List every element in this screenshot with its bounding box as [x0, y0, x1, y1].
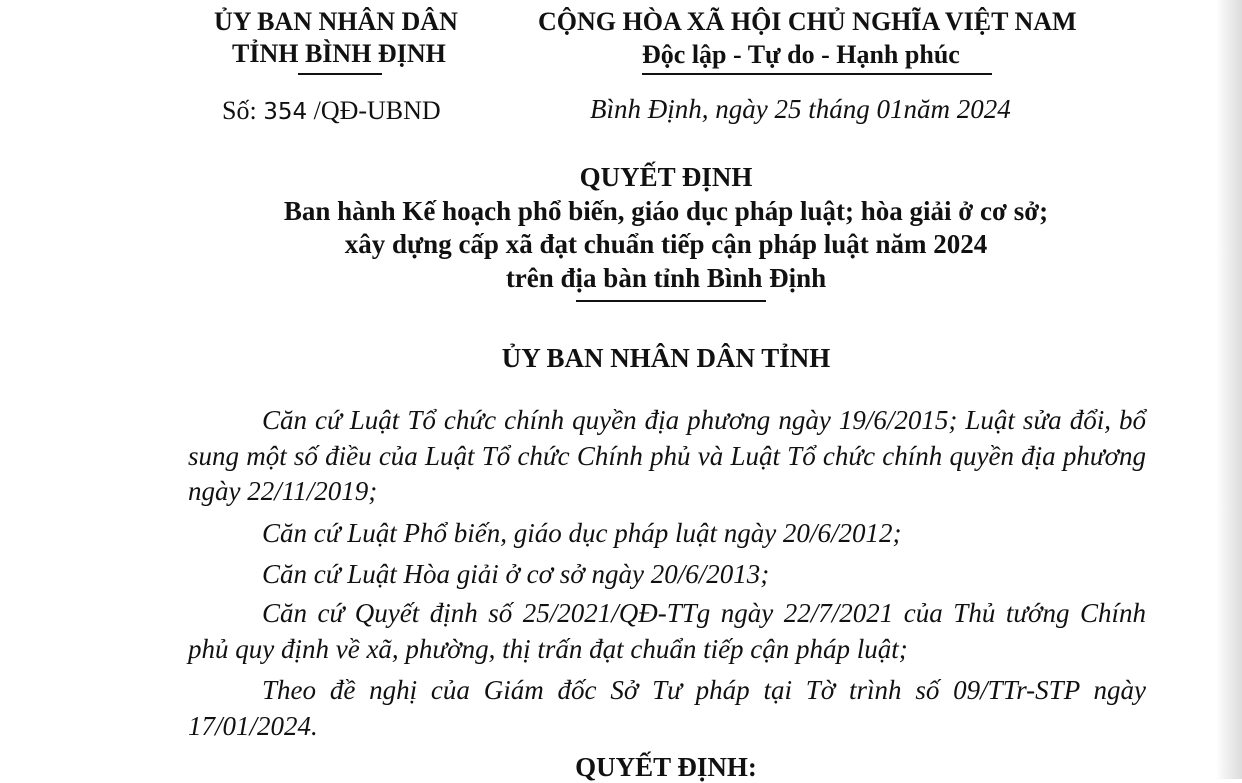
agency-underline	[298, 73, 382, 75]
number-label: Số:	[222, 96, 257, 125]
page-edge-shadow	[1216, 0, 1242, 779]
nation-motto: Độc lập - Tự do - Hạnh phúc	[642, 40, 960, 69]
legal-basis-2: Căn cứ Luật Phổ biến, giáo dục pháp luật ngày 20/6/2012;	[262, 518, 902, 548]
issuing-authority: ỦY BAN NHÂN DÂN TỈNH	[501, 343, 831, 373]
place-date: Bình Định, ngày 25 tháng 01năm 2024	[590, 94, 1011, 124]
agency-name-line1: ỦY BAN NHÂN DÂN	[214, 7, 458, 36]
motto-underline	[642, 73, 992, 75]
number-suffix: /QĐ-UBND	[313, 96, 441, 125]
legal-basis-3: Căn cứ Luật Hòa giải ở cơ sở ngày 20/6/2013;	[262, 559, 770, 589]
legal-basis-1: Căn cứ Luật Tổ chức chính quyền địa phương ngày 19/6/2015; Luật sửa đổi, bổ sung một số điều của Luật Tổ chức Chính phủ và Luật Tổ chức chính quyền địa phương ngày 22/11/2019;	[188, 405, 1146, 506]
document-number	[222, 96, 441, 126]
title-underline	[576, 300, 766, 302]
decision-subject-line1: Ban hành Kế hoạch phổ biến, giáo dục pháp luật; hòa giải ở cơ sở;	[283, 196, 1049, 226]
agency-name-line2: TỈNH BÌNH ĐỊNH	[232, 39, 446, 68]
nation-name: CỘNG HÒA XÃ HỘI CHỦ NGHĨA VIỆT NAM	[538, 7, 1077, 36]
decision-subject-line2: xây dựng cấp xã đạt chuẩn tiếp cận pháp luật năm 2024	[344, 229, 988, 259]
legal-basis-4: Căn cứ Quyết định số 25/2021/QĐ-TTg ngày 22/7/2021 của Thủ tướng Chính phủ quy định về xã, phường, thị trấn đạt chuẩn tiếp cận pháp luật;	[188, 598, 1146, 664]
legal-basis-5: Theo đề nghị của Giám đốc Sở Tư pháp tại Tờ trình số 09/TTr-STP ngày 17/01/2024.	[188, 675, 1146, 741]
decision-heading: QUYẾT ĐỊNH:	[575, 752, 757, 782]
decision-subject-line3: trên địa bàn tỉnh Bình Định	[505, 263, 827, 293]
decision-title: QUYẾT ĐỊNH	[579, 162, 753, 192]
number-handwritten: 354	[263, 99, 308, 125]
